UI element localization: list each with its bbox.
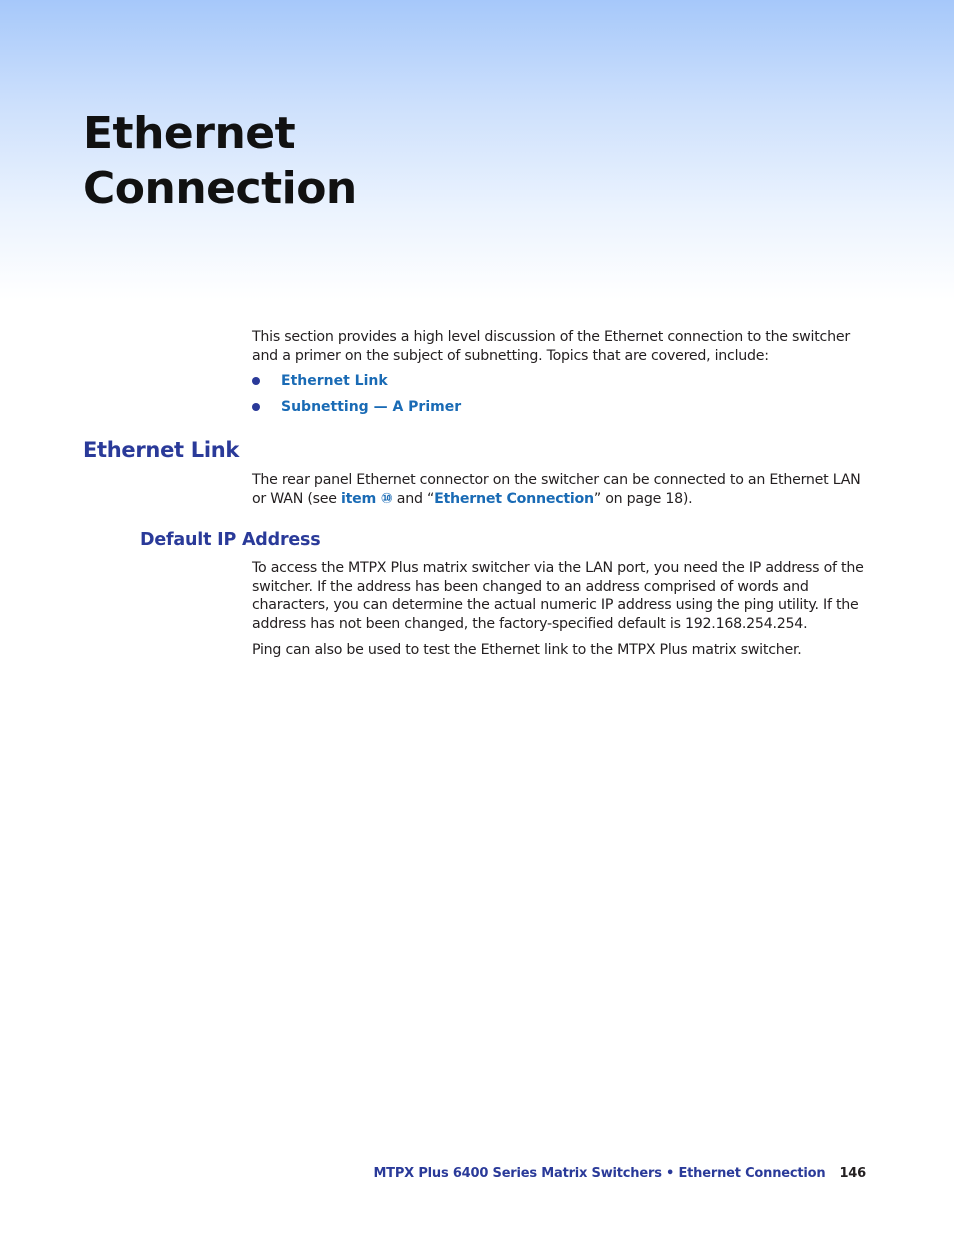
footer-title: MTPX Plus 6400 Series Matrix Switchers • Ethernet Connection: [373, 1166, 826, 1181]
ethernet-link-text-3: ” on page 18).: [593, 490, 693, 507]
chapter-title-line2: Connection: [83, 163, 357, 214]
section-heading-ethernet-link: Ethernet Link: [83, 438, 240, 462]
list-item: [252, 372, 461, 398]
ping-paragraph: Ping can also be used to test the Ethernet link to the MTPX Plus matrix switcher.: [252, 642, 802, 658]
list-item: [252, 398, 461, 424]
subsection-heading-default-ip: Default IP Address: [140, 530, 321, 550]
topic-link-subnetting[interactable]: Subnetting — A Primer: [281, 399, 462, 415]
topic-link-ethernet-link[interactable]: Ethernet Link: [281, 373, 388, 389]
bullet-icon: [252, 403, 260, 411]
item-link[interactable]: item ⑩: [341, 490, 393, 507]
page-number: 146: [839, 1166, 866, 1181]
page-footer: [373, 1166, 866, 1181]
default-ip-paragraph: To access the MTPX Plus matrix switcher via the LAN port, you need the IP address of the switcher. If the address has been changed to an address comprised of words and characters, you can determine the actual numeric IP address using the ping utility. If the address has not been changed, the factory-specified default is 192.168.254.254.: [252, 560, 864, 633]
chapter-title: [83, 106, 683, 216]
intro-paragraph: This section provides a high level discussion of the Ethernet connection to the switcher and a primer on the subject of subnetting. Topics that are covered, include:: [252, 329, 850, 364]
ethernet-link-text-2: and “: [392, 490, 435, 507]
bullet-icon: [252, 377, 260, 385]
topic-list: [252, 372, 461, 424]
chapter-title-line1: Ethernet: [83, 108, 296, 159]
ethernet-connection-link[interactable]: Ethernet Connection: [434, 490, 594, 507]
ethernet-link-paragraph: [252, 471, 872, 508]
ethernet-link-text-1: The rear panel Ethernet connector on the switcher can be connected to an Ethernet LAN or WAN (see: [252, 472, 861, 507]
